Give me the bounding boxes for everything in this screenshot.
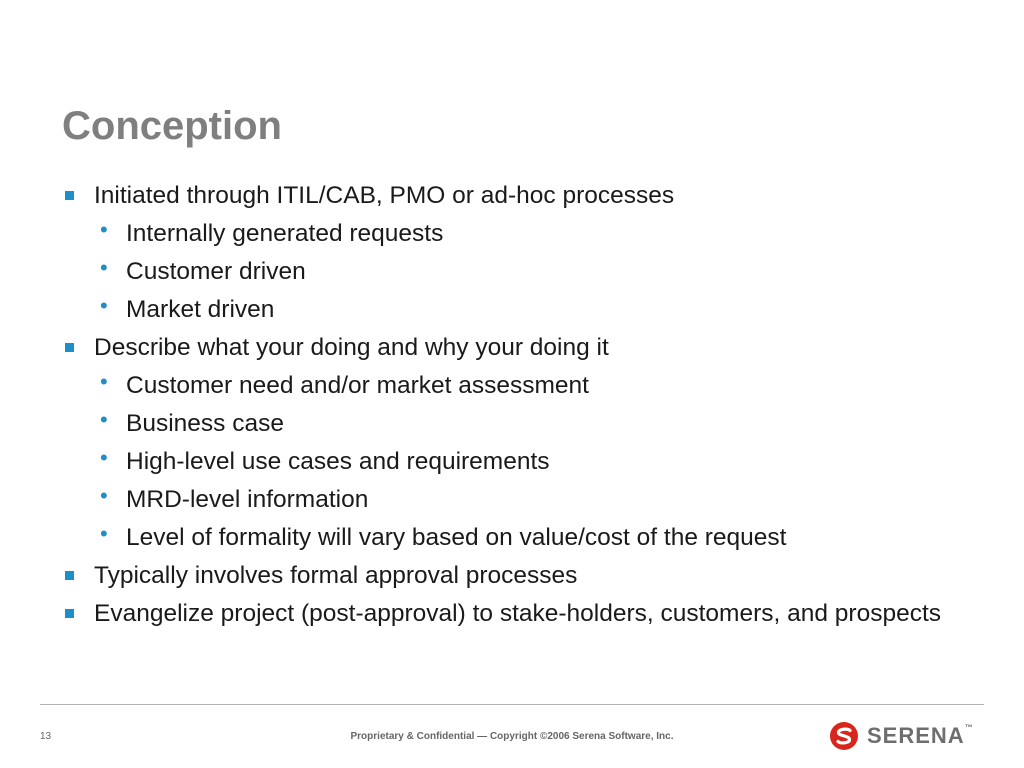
sub-bullet-list — [94, 371, 962, 552]
square-bullet-icon — [65, 609, 74, 618]
sub-bullet-text: Customer driven — [126, 258, 306, 285]
page-number: 13 — [40, 731, 52, 742]
sub-bullet-item — [94, 523, 962, 552]
sub-bullet-item — [94, 485, 962, 514]
bullet-list — [62, 181, 962, 637]
sub-bullet-item — [94, 257, 962, 286]
bullet-item — [62, 333, 962, 552]
sub-bullet-list — [94, 219, 962, 324]
dot-bullet-icon: • — [100, 293, 108, 318]
slide-title: Conception — [62, 104, 282, 148]
dot-bullet-icon: • — [100, 407, 108, 432]
dot-bullet-icon: • — [100, 255, 108, 280]
bullet-item — [62, 561, 962, 590]
trademark-symbol: ™ — [964, 723, 974, 732]
serena-s-icon — [829, 721, 859, 751]
bullet-text: Describe what your doing and why your doing it — [94, 334, 609, 361]
sub-bullet-text: Business case — [126, 410, 284, 437]
bullet-item — [62, 181, 962, 324]
square-bullet-icon — [65, 571, 74, 580]
sub-bullet-text: Internally generated requests — [126, 220, 444, 247]
bullet-text: Initiated through ITIL/CAB, PMO or ad-hoc processes — [94, 182, 675, 209]
bullet-text: Typically involves formal approval processes — [94, 562, 578, 589]
sub-bullet-text: MRD-level information — [126, 486, 369, 513]
logo-text: SERENA — [867, 723, 965, 748]
sub-bullet-text: Market driven — [126, 296, 275, 323]
sub-bullet-item — [94, 447, 962, 476]
dot-bullet-icon: • — [100, 217, 108, 242]
dot-bullet-icon: • — [100, 483, 108, 508]
sub-bullet-item — [94, 219, 962, 248]
sub-bullet-item — [94, 295, 962, 324]
dot-bullet-icon: • — [100, 445, 108, 470]
sub-bullet-text: High-level use cases and requirements — [126, 448, 550, 475]
square-bullet-icon — [65, 343, 74, 352]
square-bullet-icon — [65, 191, 74, 200]
dot-bullet-icon: • — [100, 369, 108, 394]
logo-wordmark — [867, 723, 974, 749]
footer-divider — [40, 704, 984, 705]
sub-bullet-item — [94, 371, 962, 400]
bullet-item — [62, 599, 962, 628]
copyright-notice: Proprietary & Confidential — Copyright ©2006 Serena Software, Inc. — [350, 731, 674, 742]
sub-bullet-text: Customer need and/or market assessment — [126, 372, 589, 399]
sub-bullet-text: Level of formality will vary based on value/cost of the request — [126, 524, 787, 551]
sub-bullet-item — [94, 409, 962, 438]
serena-logo — [829, 721, 974, 751]
bullet-text: Evangelize project (post-approval) to stake-holders, customers, and prospects — [94, 600, 942, 627]
dot-bullet-icon: • — [100, 521, 108, 546]
